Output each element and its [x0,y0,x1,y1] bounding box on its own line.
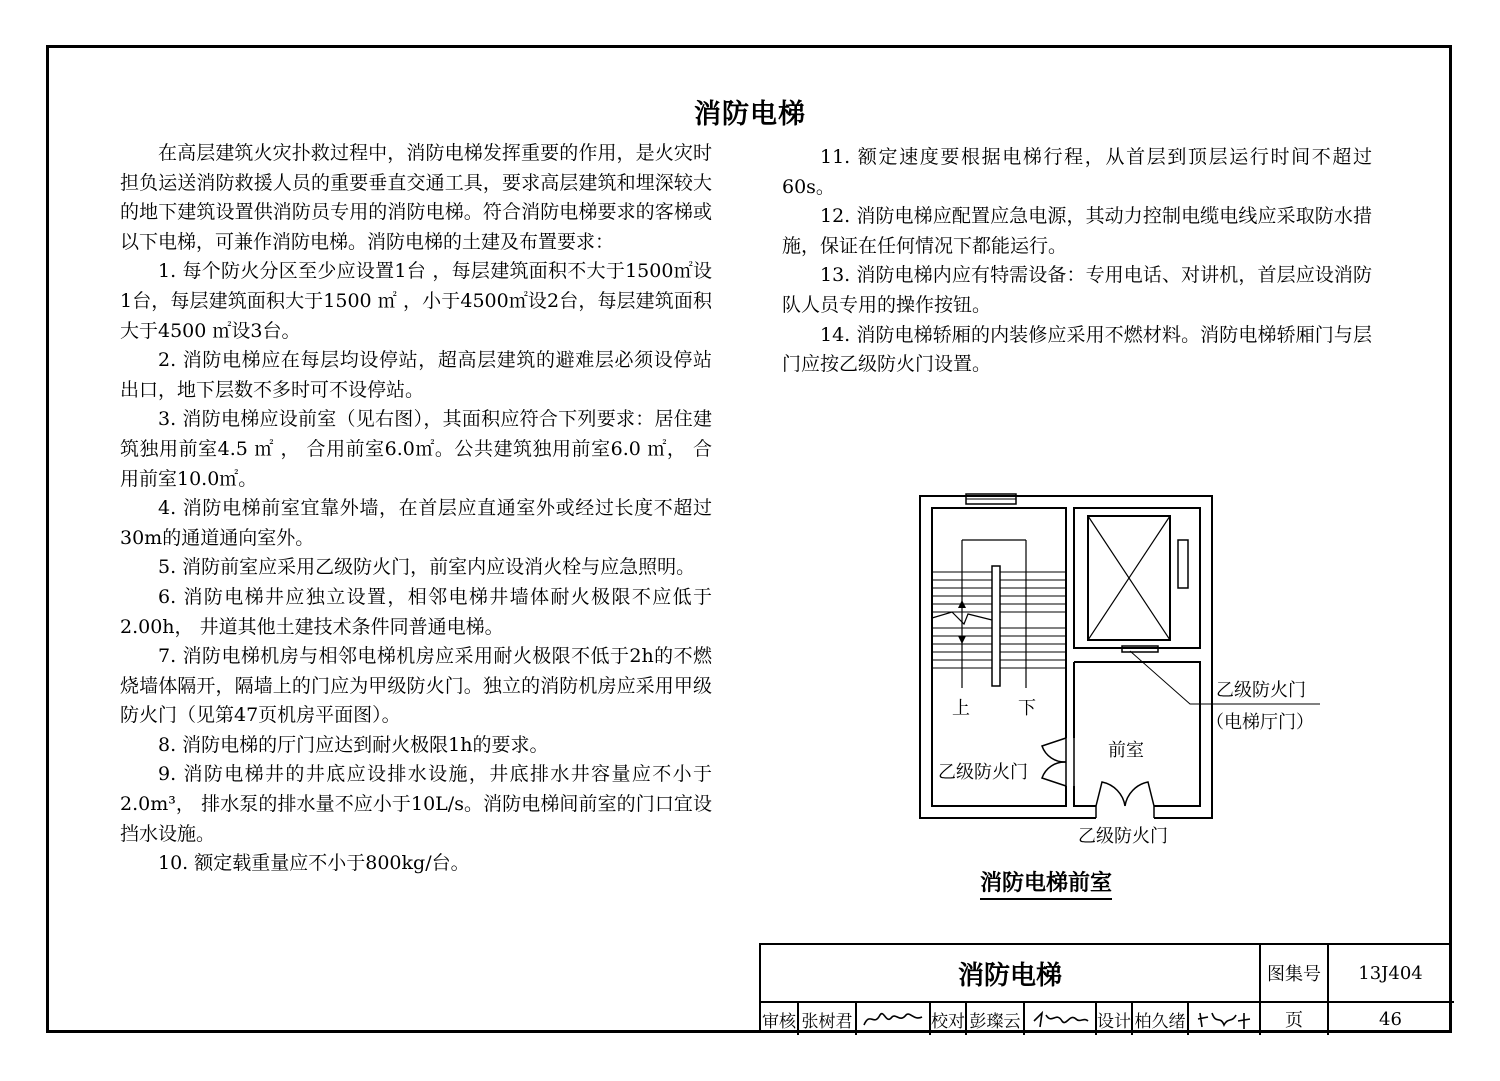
requirement-item: 5. 消防前室应采用乙级防火门，前室内应设消火栓与应急照明。 [158,556,696,579]
check-label: 校对 [931,1011,965,1032]
page-label: 页 [1285,1010,1303,1031]
reviewer-name: 张树君 [801,1011,853,1032]
stair-well [992,566,1000,686]
requirement-item: 8. 消防电梯的厅门应达到耐火极限1h的要求。 [158,733,549,756]
left-door-label: 乙级防火门 [938,762,1028,783]
counterweight [1178,540,1188,588]
intro-paragraph: 在高层建筑火灾扑救过程中，消防电梯发挥重要的作用，是火灾时担负运送消防救援人员的重要垂直交通工具，要求高层建筑和埋深较大的地下建筑设置供消防员专用的消防电梯。符合消防电梯要求的客梯或以下电梯，可兼作消防电梯。消防电梯的土建及布置要求： [120,142,712,253]
right-text-column [782,143,1372,380]
elevator-door-note: （电梯厅门） [1206,712,1314,733]
anteroom-wall [1074,662,1200,806]
reviewer-signature [857,1003,929,1035]
requirement-item: 6. 消防电梯井应独立设置，相邻电梯井墙体耐火极限不应低于2.00h， 井道其他土建技术条件同普通电梯。 [120,585,712,638]
up-label: 上 [952,698,970,719]
atlas-label: 图集号 [1267,964,1321,985]
signature-checker-svg [1028,1007,1092,1031]
requirement-item: 14. 消防电梯轿厢的内装修应采用不燃材料。消防电梯轿厢门与层门应按乙级防火门设置。 [782,323,1372,376]
design-label: 设计 [1097,1011,1131,1032]
down-label: 下 [1018,698,1036,719]
requirement-item: 12. 消防电梯应配置应急电源，其动力控制电缆电线应采取防水措施，保证在任何情况下都能运行。 [782,205,1372,257]
title-block [759,943,1452,1033]
checker-name: 彭璨云 [969,1011,1021,1032]
anteroom-label: 前室 [1108,740,1144,761]
designer-signature [1189,1003,1259,1035]
elevator-door-label: 乙级防火门 [1216,680,1306,701]
floor-plan-svg [900,488,1340,858]
requirement-item: 3. 消防电梯应设前室（见右图），其面积应符合下列要求：居住建筑独用前室4.5 ㎡ ， 合用前室6.0㎡。公共建筑独用前室6.0 ㎡， 合用前室10.0㎡。 [120,408,712,490]
up-arrow [932,540,1026,688]
requirement-item: 13. 消防电梯内应有特需设备：专用电话、对讲机，首层应设消防队人员专用的操作按钮。 [782,264,1372,316]
designer-name: 柏久绪 [1134,1011,1186,1032]
requirement-item: 7. 消防电梯机房与相邻电梯机房应采用耐火极限不低于2h的不燃烧墙体隔开，隔墙上的门应为甲级防火门。独立的消防机房应采用甲级防火门（见第47页机房平面图）。 [120,645,712,727]
requirement-item: 10. 额定载重量应不小于800kg/台。 [158,852,470,875]
bottom-door-label: 乙级防火门 [1078,826,1168,847]
requirement-item: 2. 消防电梯应在每层均设停站，超高层建筑的避难层必须设停站出口，地下层数不多时可不设停站。 [120,349,712,401]
figure-caption: 消防电梯前室 [980,866,1112,900]
anteroom-floor-plan [900,488,1340,858]
requirement-item: 1. 每个防火分区至少应设置1台 ，每层建筑面积不大于1500㎡设1台，每层建筑面积大于1500 ㎡ ，小于4500㎡设2台，每层建筑面积大于4500 ㎡设3台。 [120,260,712,342]
drawing-title: 消防电梯 [957,960,1062,991]
checker-signature [1025,1003,1095,1035]
elevator-shaft [1074,508,1200,648]
review-label: 审核 [762,1011,796,1032]
requirement-item: 4. 消防电梯前室宜靠外墙，在首层应直通室外或经过长度不超过30m的通道通向室外。 [120,497,712,549]
arrow-head-up [958,636,966,644]
signature-reviewer-svg [860,1007,926,1031]
atlas-number: 13J404 [1358,962,1423,984]
left-text-column [120,139,712,879]
signature-designer-svg [1194,1007,1254,1031]
page-title: 消防电梯 [694,99,806,130]
requirement-item: 11. 额定速度要根据电梯行程，从首层到顶层运行时间不超过60s。 [782,146,1372,198]
page-number: 46 [1379,1008,1402,1030]
requirement-item: 9. 消防电梯井的井底应设排水设施，井底排水井容量应不小于2.0m³， 排水泵的排水量不应小于10L/s。消防电梯间前室的门口宜设挡水设施。 [120,763,712,845]
